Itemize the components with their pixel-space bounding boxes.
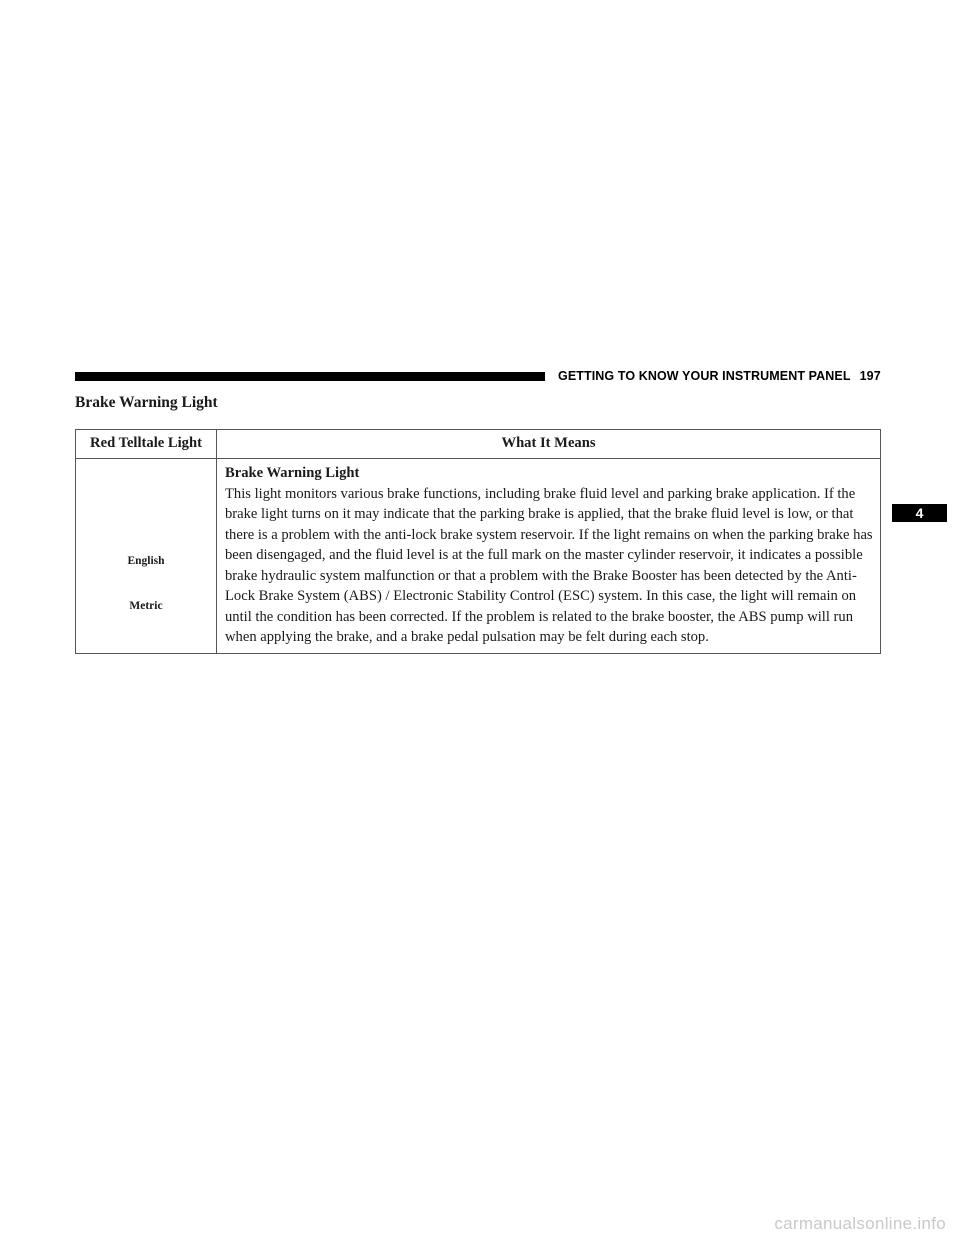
telltale-cell (76, 459, 217, 654)
meaning-body: This light monitors various brake functions, including brake fluid level and parking brake application. If the brake light turns on it may indicate that the parking brake is applied, that the brake fluid level is low, or that there is a problem with the anti-lock brake system reservoir. If the light remains on when the parking brake has been disengaged, and the fluid level is at the full mark on the master cylinder reservoir, it indicates a possible brake hydraulic system malfunction or that a problem with the Brake Booster has been detected by the Anti-Lock Brake System (ABS) / Electronic Stability Control (ESC) system. In this case, the light will remain on until the condition has been corrected. If the problem is related to the brake booster, the ABS pump will run when applying the brake, and a brake pedal pulsation may be felt during each stop. (225, 485, 873, 645)
page-number: 197 (859, 369, 881, 383)
column-header-meaning: What It Means (217, 430, 881, 459)
telltale-label-english: English (127, 555, 165, 567)
section-title: Brake Warning Light (75, 394, 218, 411)
meaning-cell (217, 459, 881, 654)
chapter-tab: 4 (892, 504, 947, 522)
table-header-row (76, 430, 881, 459)
column-header-telltale: Red Telltale Light (76, 430, 217, 459)
meaning-title: Brake Warning Light (225, 465, 360, 481)
header-rule (75, 372, 545, 381)
telltale-label-metric: Metric (129, 600, 163, 612)
table-row (76, 459, 881, 654)
telltale-table (75, 429, 881, 654)
header-section-title: GETTING TO KNOW YOUR INSTRUMENT PANEL (558, 369, 851, 383)
watermark: carmanualsonline.info (774, 1214, 946, 1233)
running-header (558, 369, 881, 383)
